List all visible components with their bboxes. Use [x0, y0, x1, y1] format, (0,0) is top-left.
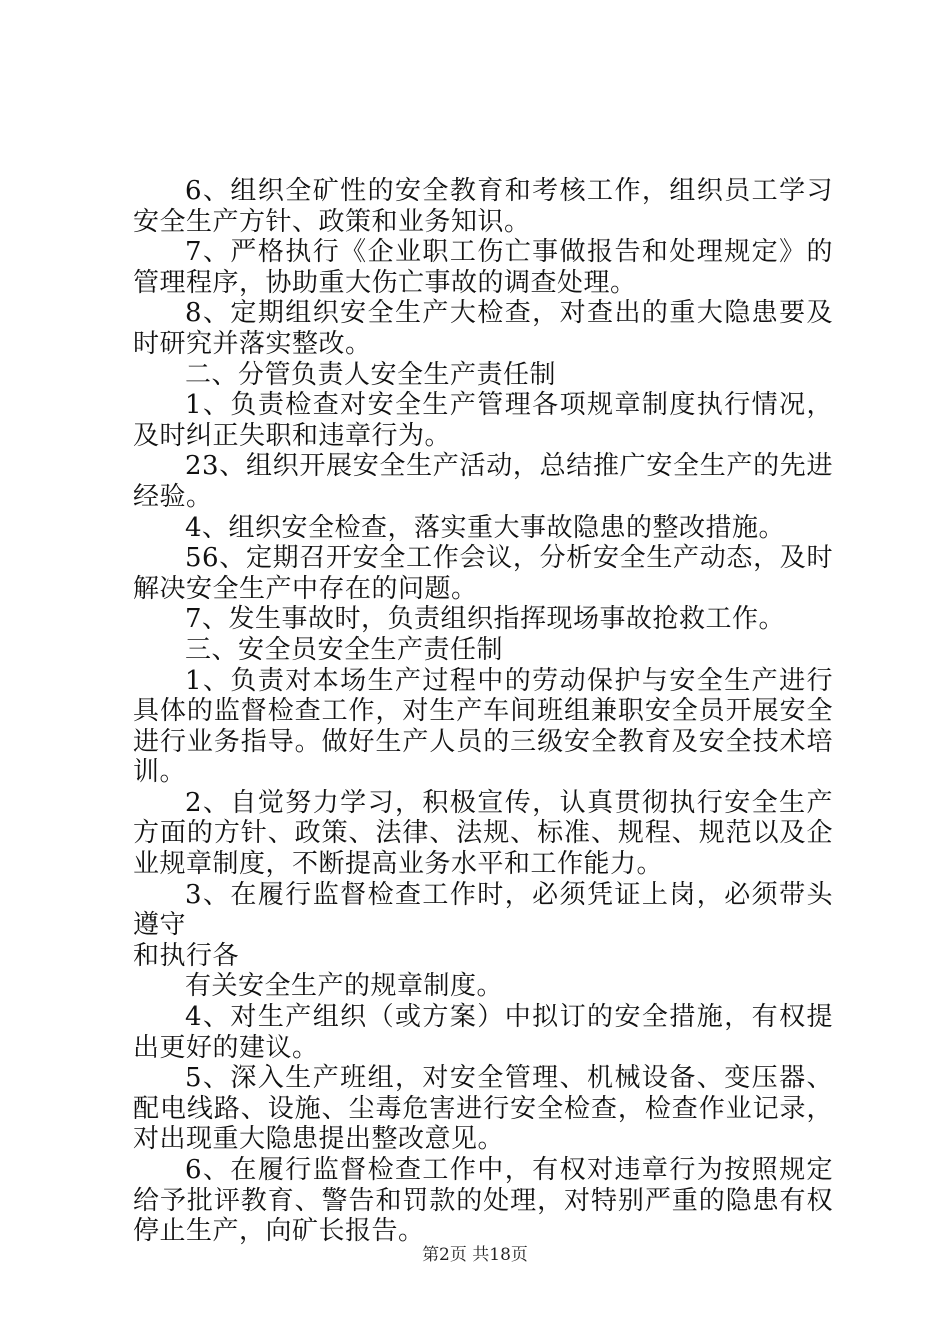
paragraph: 5、深入生产班组，对安全管理、机械设备、变压器、配电线路、设施、尘毒危害进行安全检查，检查作业记录，对出现重大隐患提出整改意见。 — [133, 1063, 833, 1155]
paragraph: 6、组织全矿性的安全教育和考核工作，组织员工学习安全生产方针、政策和业务知识。 — [133, 176, 833, 237]
paragraph: 4、组织安全检查，落实重大事故隐患的整改措施。 — [185, 512, 786, 543]
paragraph: 有关安全生产的规章制度。 — [185, 971, 504, 1002]
paragraph: 7、发生事故时，负责组织指挥现场事故抢救工作。 — [185, 604, 786, 635]
paragraph: 8、定期组织安全生产大检查，对查出的重大隐患要及时研究并落实整改。 — [133, 298, 833, 359]
paragraph: 和执行各 — [133, 940, 240, 971]
paragraph: 23、组织开展安全生产活动，总结推广安全生产的先进经验。 — [133, 451, 833, 512]
paragraph: 6、在履行监督检查工作中，有权对违章行为按照规定给予批评教育、警告和罚款的处理，对特别严重的隐患有权停止生产，向矿长报告。 — [133, 1155, 833, 1247]
page-number: 第2页 共18页 — [422, 1245, 528, 1265]
paragraph: 1、负责检查对安全生产管理各项规章制度执行情况，及时纠正失职和违章行为。 — [133, 390, 833, 451]
paragraph: 7、严格执行《企业职工伤亡事做报告和处理规定》的管理程序，协助重大伤亡事故的调查处理。 — [133, 237, 833, 298]
paragraph: 56、定期召开安全工作会议，分析安全生产动态，及时解决安全生产中存在的问题。 — [133, 543, 833, 604]
section-heading: 二、分管负责人安全生产责任制 — [185, 359, 557, 390]
document-body — [133, 176, 833, 1247]
paragraph: 2、自觉努力学习，积极宣传，认真贯彻执行安全生产方面的方针、政策、法律、法规、标准、规程、规范以及企业规章制度，不断提高业务水平和工作能力。 — [133, 787, 833, 880]
paragraph: 3、在履行监督检查工作时，必须凭证上岗，必须带头遵守 — [133, 879, 833, 941]
paragraph: 4、对生产组织（或方案）中拟订的安全措施，有权提出更好的建议。 — [133, 1002, 833, 1063]
paragraph: 1、负责对本场生产过程中的劳动保护与安全生产进行具体的监督检查工作，对生产车间班组兼职安全员开展安全进行业务指导。做好生产人员的三级安全教育及安全技术培训。 — [133, 665, 833, 788]
section-heading: 三、安全员安全生产责任制 — [185, 634, 504, 665]
